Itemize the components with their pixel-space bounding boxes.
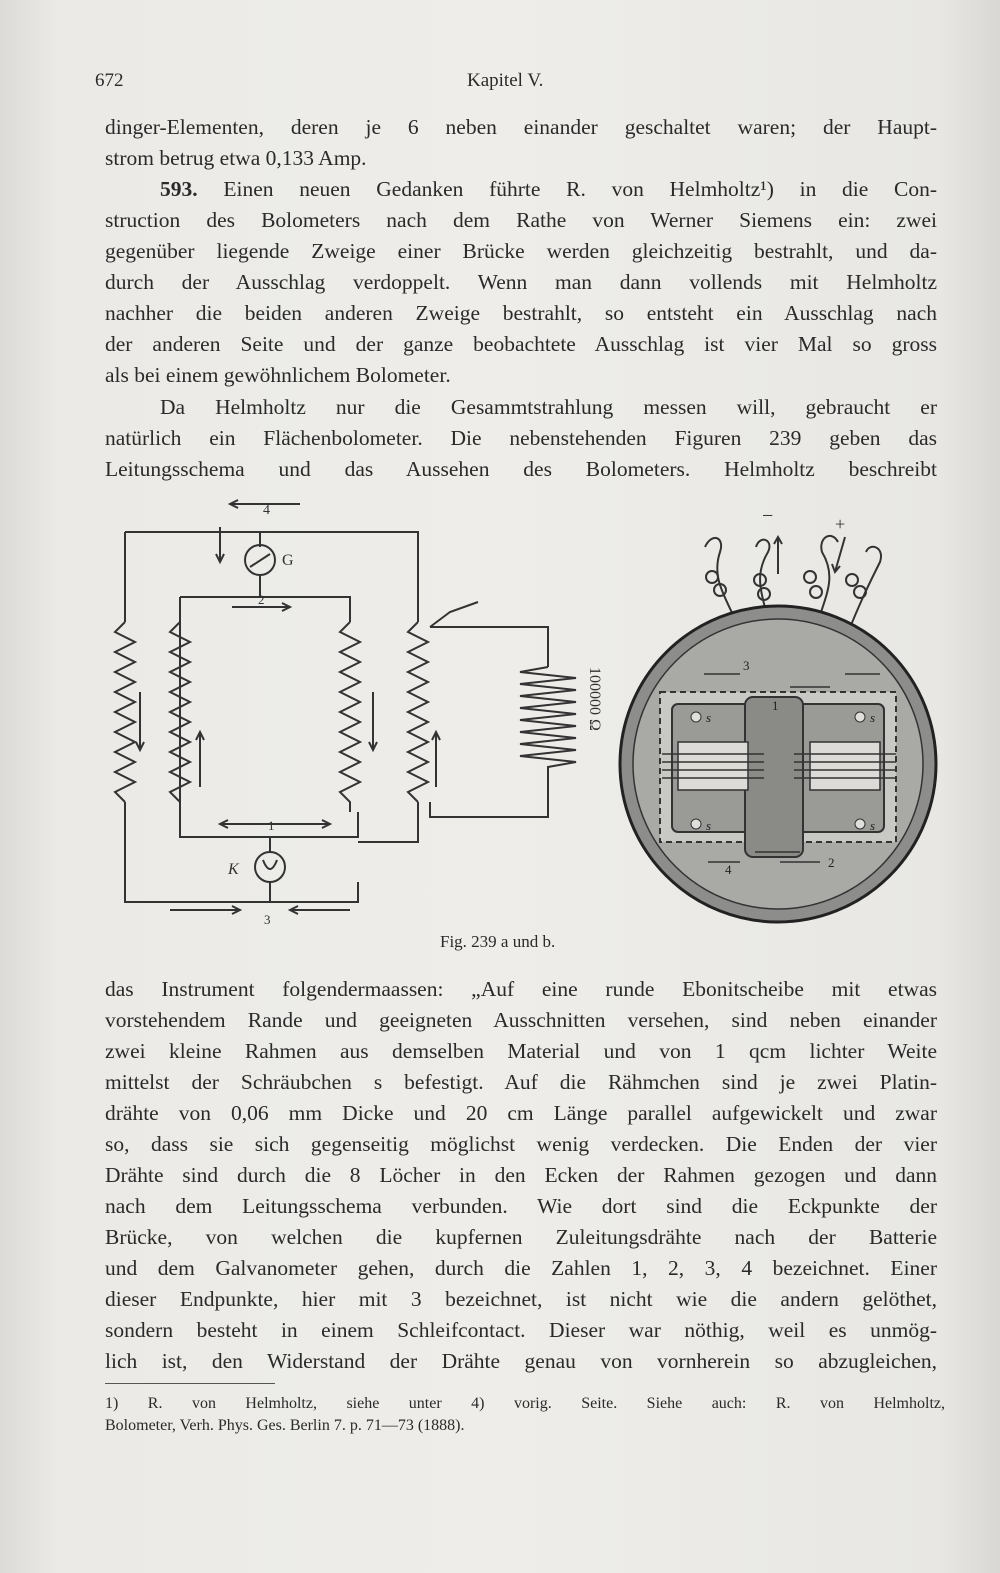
- screw-label: s: [870, 710, 876, 725]
- resistance-label: 100000 Ω: [586, 667, 603, 731]
- text-line: so, dass sie sich gegenseitig möglichst wenig verdecken. Die Enden der vier: [105, 1132, 937, 1156]
- battery-label: K: [228, 861, 239, 878]
- disc-label-1: 1: [772, 698, 779, 713]
- page-header: [95, 70, 937, 96]
- paragraph-1: [105, 112, 937, 174]
- footnote-rule: [105, 1383, 275, 1384]
- plus-label: +: [835, 514, 846, 534]
- text-line: der anderen Seite und der ganze beobachtete Ausschlag ist vier Mal so gross: [105, 332, 937, 356]
- minus-label: −: [762, 505, 774, 527]
- figure-caption: Fig. 239 a und b.: [440, 932, 556, 951]
- disc-label-2: 2: [828, 855, 835, 870]
- text-line-rest: Einen neuen Gedanken führte R. von Helmholtz¹) in die Con-: [223, 177, 938, 201]
- section-number: 593.: [160, 177, 198, 201]
- bolometer-drawing: [620, 505, 936, 922]
- screw-label: s: [706, 710, 712, 725]
- page-number: 672: [95, 70, 124, 91]
- text-line: durch der Ausschlag verdoppelt. Wenn man dann vollends mit Helmholtz: [105, 270, 937, 294]
- node-label-3: 3: [264, 912, 271, 927]
- circuit-diagram: [115, 500, 576, 914]
- galvanometer-label: G: [282, 552, 294, 569]
- footnote-line: Bolometer, Verh. Phys. Ges. Berlin 7. p. 71—73 (1888).: [105, 1417, 465, 1434]
- text-line: strom betrug etwa 0,133 Amp.: [105, 146, 367, 170]
- running-head: Kapitel V.: [467, 70, 544, 91]
- text-line: vorstehendem Rande und geeigneten Ausschnitten versehen, sind neben einander: [105, 1008, 937, 1032]
- text-line: nach dem Leitungsschema verbunden. Wie dort sind die Eckpunkte der: [105, 1194, 937, 1218]
- text-line: gegenüber liegende Zweige einer Brücke werden gleichzeitig bestrahlt, und da-: [105, 239, 937, 263]
- text-line: [105, 174, 937, 205]
- text-line: als bei einem gewöhnlichem Bolometer.: [105, 363, 451, 387]
- disc-label-3: 3: [743, 658, 750, 673]
- paragraph-section-593: [105, 174, 937, 391]
- screw-label: s: [870, 818, 876, 833]
- text-line: dieser Endpunkte, hier mit 3 bezeichnet, ist nicht wie die andern gelöthet,: [105, 1287, 937, 1311]
- text-line: nachher die beiden anderen Zweige bestrahlt, so entsteht ein Ausschlag nach: [105, 301, 937, 325]
- text-line: natürlich ein Flächenbolometer. Die nebenstehenden Figuren 239 geben das: [105, 426, 937, 450]
- text-line: sondern besteht in einem Schleifcontact. Dieser war nöthig, weil es unmög-: [105, 1318, 937, 1342]
- text-line: dinger-Elementen, deren je 6 neben einander geschaltet waren; der Haupt-: [105, 115, 937, 139]
- text-line: lich ist, den Widerstand der Drähte genau von vornherein so abzugleichen,: [105, 1349, 937, 1373]
- footnote: [105, 1393, 945, 1437]
- text-line: mittelst der Schräubchen s befestigt. Auf die Rähmchen sind je zwei Platin-: [105, 1070, 937, 1094]
- text-line: Leitungsschema und das Aussehen des Bolometers. Helmholtz beschreibt: [105, 457, 937, 481]
- text-line: Brücke, von welchen die kupfernen Zuleitungsdrähte nach der Batterie: [105, 1225, 937, 1249]
- disc-label-4: 4: [725, 862, 732, 877]
- footnote-line: 1) R. von Helmholtz, siehe unter 4) vorig. Seite. Siehe auch: R. von Helmholtz,: [105, 1395, 945, 1412]
- figure-239: [100, 492, 940, 962]
- node-label-2: 2: [258, 592, 265, 607]
- text-line: Da Helmholtz nur die Gesammtstrahlung messen will, gebraucht er: [160, 395, 937, 419]
- text-line: Drähte sind durch die 8 Löcher in den Ecken der Rahmen gezogen und dann: [105, 1163, 937, 1187]
- figure-drawing: [100, 492, 940, 932]
- node-label-4: 4: [263, 503, 270, 518]
- text-line: zwei kleine Rahmen aus demselben Material und von 1 qcm lichter Weite: [105, 1039, 937, 1063]
- text-line: und dem Galvanometer gehen, durch die Zahlen 1, 2, 3, 4 bezeichnet. Einer: [105, 1256, 937, 1280]
- screw-label: s: [706, 818, 712, 833]
- text-line: das Instrument folgendermaassen: „Auf eine runde Ebonitscheibe mit etwas: [105, 977, 937, 1001]
- text-line: struction des Bolometers nach dem Rathe von Werner Siemens ein: zwei: [105, 208, 937, 232]
- paragraph-4: [105, 974, 937, 1377]
- paragraph-3: [105, 392, 937, 485]
- node-label-1: 1: [268, 818, 275, 833]
- text-line: drähte von 0,06 mm Dicke und 20 cm Länge parallel aufgewickelt und zwar: [105, 1101, 937, 1125]
